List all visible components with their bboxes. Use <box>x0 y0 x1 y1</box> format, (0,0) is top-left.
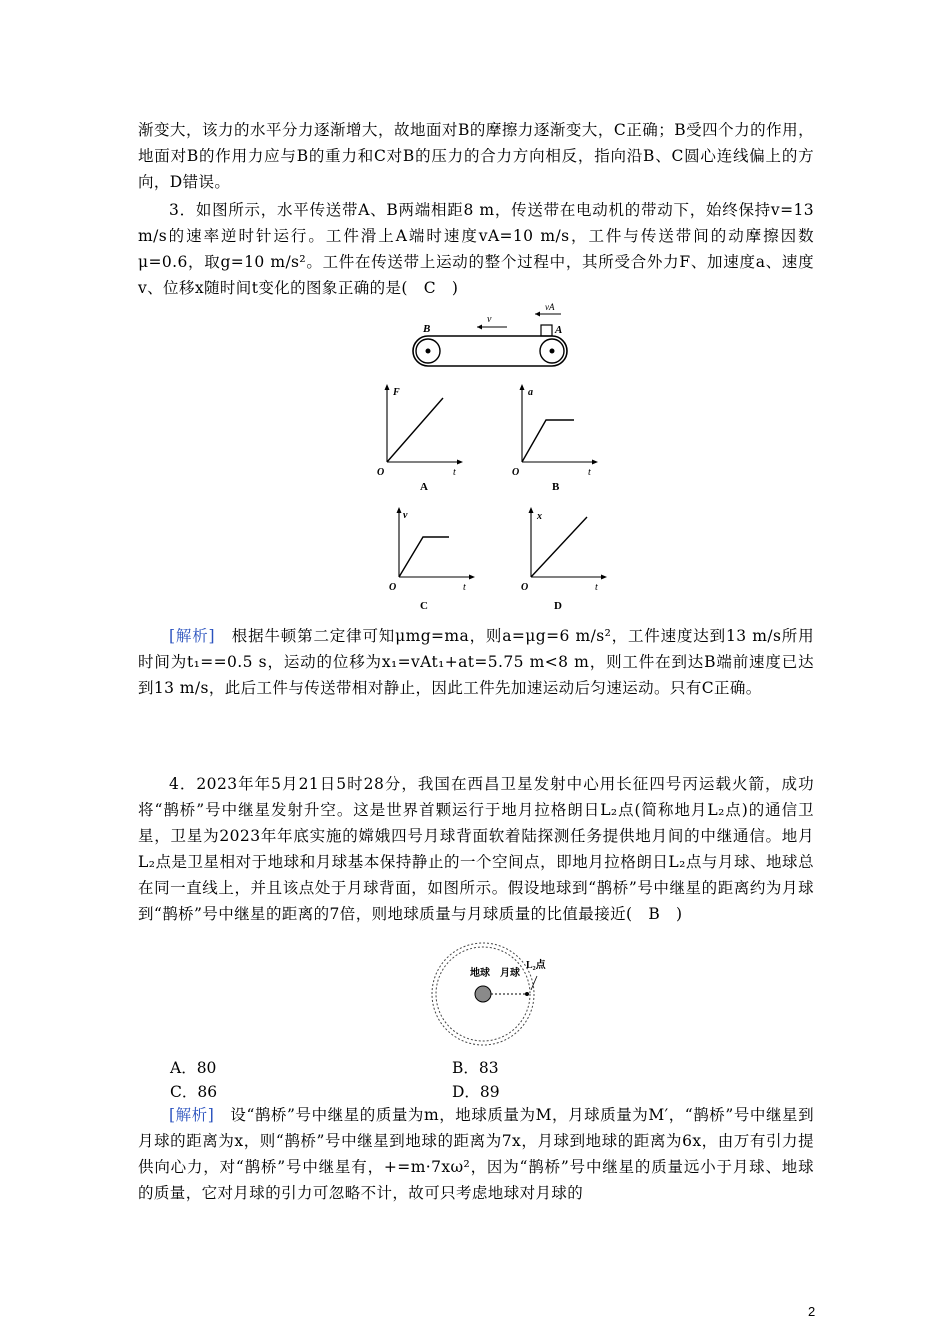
belt-velocity-label: v <box>487 314 492 325</box>
moon-dot <box>525 992 529 996</box>
graph-b-caption: B <box>552 481 560 493</box>
option-b: B．83 <box>452 1059 499 1077</box>
graph-d-caption: D <box>554 600 562 612</box>
graph-d-xlabel: t <box>595 582 598 593</box>
analysis-tag: [解析] <box>169 1106 215 1124</box>
graph-a-xlabel: t <box>453 467 456 478</box>
graph-c-ylabel: v <box>403 510 408 521</box>
graph-c-caption: C <box>420 600 428 612</box>
analysis-text: 根据牛顿第二定律可知μmg=ma，则a=μg=6 m/s²，工件速度达到13 m/s所用时间为t₁==0.5 s，运动的位移为x₁=vAt₁+at=5.75 m<8 m，则工件在到达B端前速度已达到13 m/s，此后工件与传送带相对静止，因此工件先加速运动后匀速运动。只有C正确。 <box>138 627 815 697</box>
graph-a-ylabel: F <box>393 387 400 398</box>
graph-d-ylabel: x <box>537 511 542 522</box>
conveyor-belt-figure <box>405 302 585 380</box>
question-4-stem: 4．2023年年5月21日5时28分，我国在西昌卫星发射中心用长征四号丙运载火箭，成功将“鹊桥”号中继星发射升空。这是世界首颗运行于地月拉格朗日L₂点(简称地月L₂点)的通信卫星，卫星为2023年年底实施的嫦娥四号月球背面软着陆探测任务提供地月间的中继通信。地月L₂点是卫星相对于地球和月球基本保持静止的一个空间点，即地月拉格朗日L₂点与月球、地球总在同一直线上，并且该点处于月球背面，如图所示。假设地球到“鹊桥”号中继星的距离约为月球到“鹊桥”号中继星的距离的7倍，则地球质量与月球质量的比值最接近( B ) <box>138 775 814 923</box>
graph-d <box>519 505 609 617</box>
block-velocity-label: vA <box>545 302 555 312</box>
belt-end-a-label: A <box>555 324 563 336</box>
graph-d-origin: O <box>521 582 529 593</box>
graph-c-xlabel: t <box>463 582 466 593</box>
analysis-tag: [解析] <box>169 627 216 645</box>
graph-a-origin: O <box>377 467 385 478</box>
analysis-text: 设“鹊桥”号中继星的质量为m，地球质量为M，月球质量为M′，“鹊桥”号中继星到月球的距离为x，则“鹊桥”号中继星到地球的距离为7x，月球到地球的距离为6x，由万有引力提供向心力，对“鹊桥”号中继星有，+=m·7xω²，因为“鹊桥”号中继星的质量远小于月球、地球的质量，它对月球的引力可忽略不计，故可只考虑地球对月球的 <box>138 1106 814 1202</box>
question-3-analysis <box>138 623 814 701</box>
graph-b <box>510 382 600 494</box>
earth-moon-l2-figure <box>430 940 546 1044</box>
l2-label: L₂点 <box>526 960 546 971</box>
graph-b-ylabel: a <box>528 387 533 398</box>
earth-circle <box>475 986 491 1002</box>
graph-c-origin: O <box>389 582 397 593</box>
belt-end-b-label: B <box>423 323 431 335</box>
page-number: 2 <box>808 1304 816 1319</box>
option-c: C．86 <box>170 1083 218 1101</box>
graph-a-caption: A <box>420 481 428 493</box>
moon-label: 月球 <box>500 968 520 979</box>
carry-over-paragraph: 渐变大，该力的水平分力逐渐增大，故地面对B的摩擦力逐渐变大，C正确；B受四个力的作用，地面对B的作用力应与B的重力和C对B的压力的合力方向相反，指向沿B、C圆心连线偏上的方向，D错误。 <box>138 121 814 191</box>
earth-label: 地球 <box>470 968 490 979</box>
graph-b-xlabel: t <box>588 467 591 478</box>
option-d: D．89 <box>452 1083 500 1101</box>
graph-b-origin: O <box>512 467 520 478</box>
graph-c <box>387 505 477 617</box>
question-4-analysis <box>138 1102 814 1206</box>
graph-a <box>375 382 465 494</box>
option-a: A．80 <box>170 1059 217 1077</box>
question-3-stem: 3．如图所示，水平传送带A、B两端相距8 m，传送带在电动机的带动下，始终保持v=13 m/s的速率逆时针运行。工件滑上A端时速度vA=10 m/s，工件与传送带间的动摩擦因数μ=0.6，取g=10 m/s²。工件在传送带上运动的整个过程中，其所受合外力F、加速度a、速度v、位移x随时间t变化的图象正确的是( C ) <box>138 201 814 297</box>
